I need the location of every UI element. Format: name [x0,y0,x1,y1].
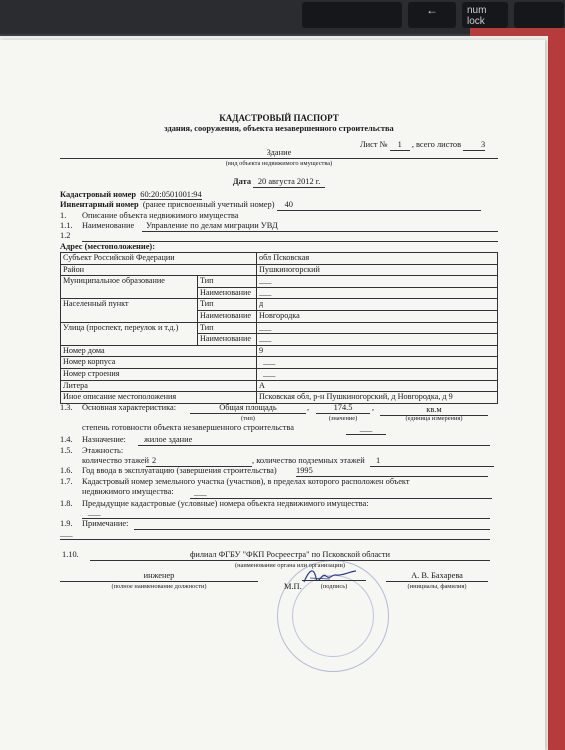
cadastral-number-value: 60:20:0501001:94 [140,190,202,199]
object-type: Здание [266,148,292,157]
address-value: ___ [257,357,498,369]
area-value: 174.5 [316,403,370,414]
year-value: 1995 [296,466,488,477]
divider [82,518,490,519]
section-1-5-label: Этажность: [82,446,124,455]
address-heading: Адрес (местоположение): [60,242,155,251]
section-1-4-label: Назначение: [82,435,126,444]
table-row [61,264,498,276]
floors-value: 2 [146,456,252,467]
divider [60,539,490,540]
date-line [60,177,498,188]
cadastral-number-label: Кадастровый номер [60,190,137,199]
num-lock-label-1: num [467,5,487,16]
organization: филиал ФГБУ "ФКП Росреестра" по Псковской области [90,550,490,561]
section-1-9-num: 1.9. [60,519,73,528]
address-value: Пушкиногорский [257,264,498,276]
num-lock-label-2: lock [467,16,485,27]
underground-label: , количество подземных этажей [252,456,365,465]
address-value: ___ [257,368,498,380]
address-value: обл Псковская [257,253,498,265]
address-value: Новгородка [257,310,498,322]
section-1-7-num: 1.7. [60,477,73,486]
address-value: Псковская обл, р-н Пушкиногорский, д Новгородка, д 9 [257,392,498,404]
signer-name: А. В. Бахарева [386,571,488,582]
table-row [61,380,498,392]
signer-name-caption: (инициалы, фамилия) [407,583,467,590]
section-1-num: 1. [60,211,67,220]
section-1-6-num: 1.6. [60,466,73,475]
inventory-label-rest: (ранее присвоенный учетный номер) [142,200,275,209]
section-1-2-num: 1.2 [60,231,71,240]
address-value: ___ [257,276,498,288]
address-sublabel: Наименование [198,287,257,299]
address-sublabel: Наименование [198,310,257,322]
address-table [60,252,498,404]
cadastral-number-line [60,190,202,200]
seal-placeholder: М.П. [284,582,302,591]
address-label: Район [61,264,257,276]
section-1-1-value: Управление по делам миграции УВД [146,221,278,230]
previous-numbers-value: ___ [88,508,101,517]
address-label: Населенный пункт [61,299,198,322]
address-value: ___ [257,334,498,346]
readiness-value: ___ [346,424,386,435]
section-1-3-label: Основная характеристика: [82,403,177,412]
table-row [61,322,498,334]
address-label: Улица (проспект, переулок и т.д.) [61,322,198,345]
address-value: ___ [257,322,498,334]
num-lock-key [462,2,508,28]
section-1-5-num: 1.5. [60,446,73,455]
caption-type: (тип) [241,415,255,422]
table-row [61,392,498,404]
arrow-left-icon: ← [426,3,438,17]
inventory-value: 40 [277,200,481,211]
table-row [61,357,498,369]
table-row [61,276,498,288]
divider [142,231,498,232]
address-value: А [257,380,498,392]
section-1-7-line2: недвижимого имущества: [82,487,174,496]
area-unit: кв.м [380,405,488,416]
section-1-1-num: 1.1. [60,221,73,230]
section-1-8-text: Предыдущие кадастровые (условные) номера объекта недвижимого имущества: [82,499,369,508]
purpose-value: жилое здание [144,435,193,444]
address-label: Иное описание местоположения [61,392,257,404]
keyboard-key [302,2,402,28]
table-row [61,299,498,311]
section-1-1-label: Наименование [82,221,135,230]
address-sublabel: Тип [198,322,257,334]
section-1-10-num: 1.10. [62,550,79,559]
address-sublabel: Тип [198,276,257,288]
address-label: Субъект Российской Федерации [61,253,257,265]
floors-label: количество этажей [82,456,150,465]
address-label: Номер корпуса [61,357,257,369]
doc-subtitle: здания, сооружения, объекта незавершенного строительства [164,124,394,133]
address-value: д [257,299,498,311]
address-value: ___ [257,287,498,299]
object-type-caption: (вид объекта недвижимого имущества) [225,160,333,167]
doc-title: КАДАСТРОВЫЙ ПАСПОРТ [219,113,339,123]
inventory-number-line [60,200,481,211]
date-value: 20 августа 2012 г. [253,177,325,188]
caption-unit: (единица измерения) [405,415,463,422]
divider [138,445,490,446]
address-label: Муниципальное образование [61,276,198,299]
section-1-8-num: 1.8. [60,499,73,508]
section-1-3-num: 1.3. [60,403,73,412]
arrow-left-key [408,2,456,28]
readiness-label: степень готовности объекта незавершенного строительства [82,423,294,432]
date-label: Дата [232,177,252,186]
table-row [61,345,498,357]
section-1-7-line1: Кадастровый номер земельного участка (участков), в пределах которого расположен объект [82,477,410,486]
sheets-total: 3 [463,140,485,151]
address-label: Литера [61,380,257,392]
keyboard-key [514,2,564,28]
position-value: инженер [60,571,258,582]
note-value: ___ [60,529,73,538]
section-1-text: Описание объекта недвижимого имущества [82,211,239,220]
address-label: Номер строения [61,368,257,380]
organization-caption: (наименование органа или организации) [234,562,346,569]
sheet-number: 1 [390,140,410,151]
table-row [61,253,498,265]
address-sublabel: Наименование [198,334,257,346]
inventory-label: Инвентарный номер [60,200,139,209]
sheet-label: Лист № [360,140,388,149]
underground-value: 1 [370,456,494,467]
land-plot-value: ___ [190,488,492,499]
divider [134,529,490,530]
section-1-4-num: 1.4. [60,435,73,444]
address-sublabel: Тип [198,299,257,311]
signature-line [302,580,366,581]
address-value: 9 [257,345,498,357]
signature-caption: (подпись) [320,583,348,590]
sheets-label: , всего листов [411,140,462,149]
caption-value: (значение) [328,415,358,422]
position-caption: (полное наименование должности) [111,583,207,590]
address-label: Номер дома [61,345,257,357]
area-type: Общая площадь [190,403,306,414]
section-1-9-text: Примечание: [82,519,129,528]
table-row [61,368,498,380]
section-1-6-label: Год ввода в эксплуатацию (завершения строительства) [82,466,277,475]
